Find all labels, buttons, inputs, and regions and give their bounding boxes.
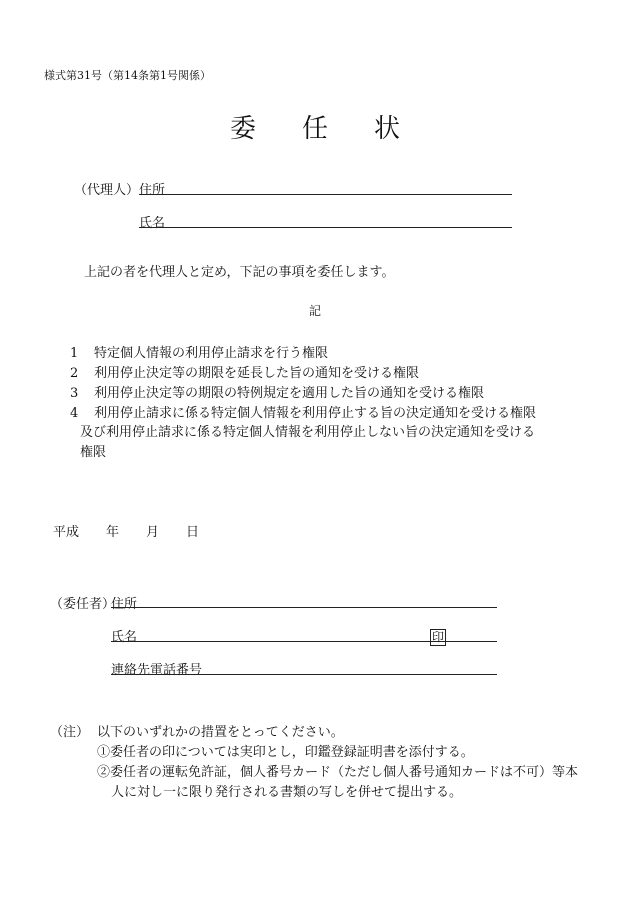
note-item: ①委任者の印については実印とし，印鑑登録証明書を添付する。 (97, 745, 474, 760)
note-item: ②委任者の運転免許証，個人番号カード（ただし個人番号通知カードは不可）等本 (97, 765, 579, 780)
date-day: 日 (186, 525, 200, 540)
note-item-continuation: 人に対し一に限り発行される書類の写しを併せて提出する。 (111, 785, 463, 800)
agent-address-line[interactable] (139, 194, 512, 195)
agent-address-label: 住所 (139, 183, 166, 198)
notes-label: （注） (50, 725, 90, 740)
agent-name-label: 氏名 (139, 216, 166, 231)
agent-name-line[interactable] (139, 227, 512, 228)
declaration-text: 上記の者を代理人と定め，下記の事項を委任します。 (84, 265, 395, 280)
principal-name-line[interactable] (111, 641, 497, 642)
list-item-text: 特定個人情報の利用停止請求を行う権限 (94, 346, 329, 361)
list-item (70, 362, 419, 381)
list-item (70, 382, 484, 401)
date-month: 月 (146, 525, 160, 540)
list-item-text: 利用停止決定等の期限の特例規定を適用した旨の通知を受ける権限 (94, 386, 485, 401)
document-title: 委任状 (229, 114, 446, 144)
list-item-continuation: 権限 (80, 445, 107, 460)
notes-intro: 以下のいずれかの措置をとってください。 (97, 725, 344, 740)
list-item-continuation: 及び利用停止請求に係る特定個人情報を利用停止しない旨の決定通知を受ける (80, 425, 536, 440)
principal-address-line[interactable] (111, 607, 497, 608)
list-item-text: 利用停止決定等の期限を延長した旨の通知を受ける権限 (94, 366, 420, 381)
list-item (70, 342, 328, 361)
principal-phone-line[interactable] (111, 674, 497, 675)
principal-label: （委任者） (50, 597, 116, 612)
date-year: 年 (106, 525, 120, 540)
list-item-number: 1 (70, 346, 79, 361)
ki-heading: 記 (308, 304, 321, 318)
date-era: 平成 (53, 525, 80, 540)
principal-address-label: 住所 (111, 597, 138, 612)
seal-mark: 印 (432, 630, 445, 644)
list-item (70, 402, 536, 421)
list-item-number: 2 (70, 366, 79, 381)
principal-phone-label: 連絡先電話番号 (111, 663, 203, 678)
form-number: 様式第31号（第14条第1号関係） (44, 69, 211, 82)
principal-name-label: 氏名 (111, 630, 138, 645)
seal-box (430, 626, 446, 646)
list-item-number: 3 (70, 386, 79, 401)
agent-label: （代理人） (74, 183, 140, 198)
list-item-text: 利用停止請求に係る特定個人情報を利用停止する旨の決定通知を受ける権限 (94, 406, 537, 421)
list-item-number: 4 (70, 406, 79, 421)
